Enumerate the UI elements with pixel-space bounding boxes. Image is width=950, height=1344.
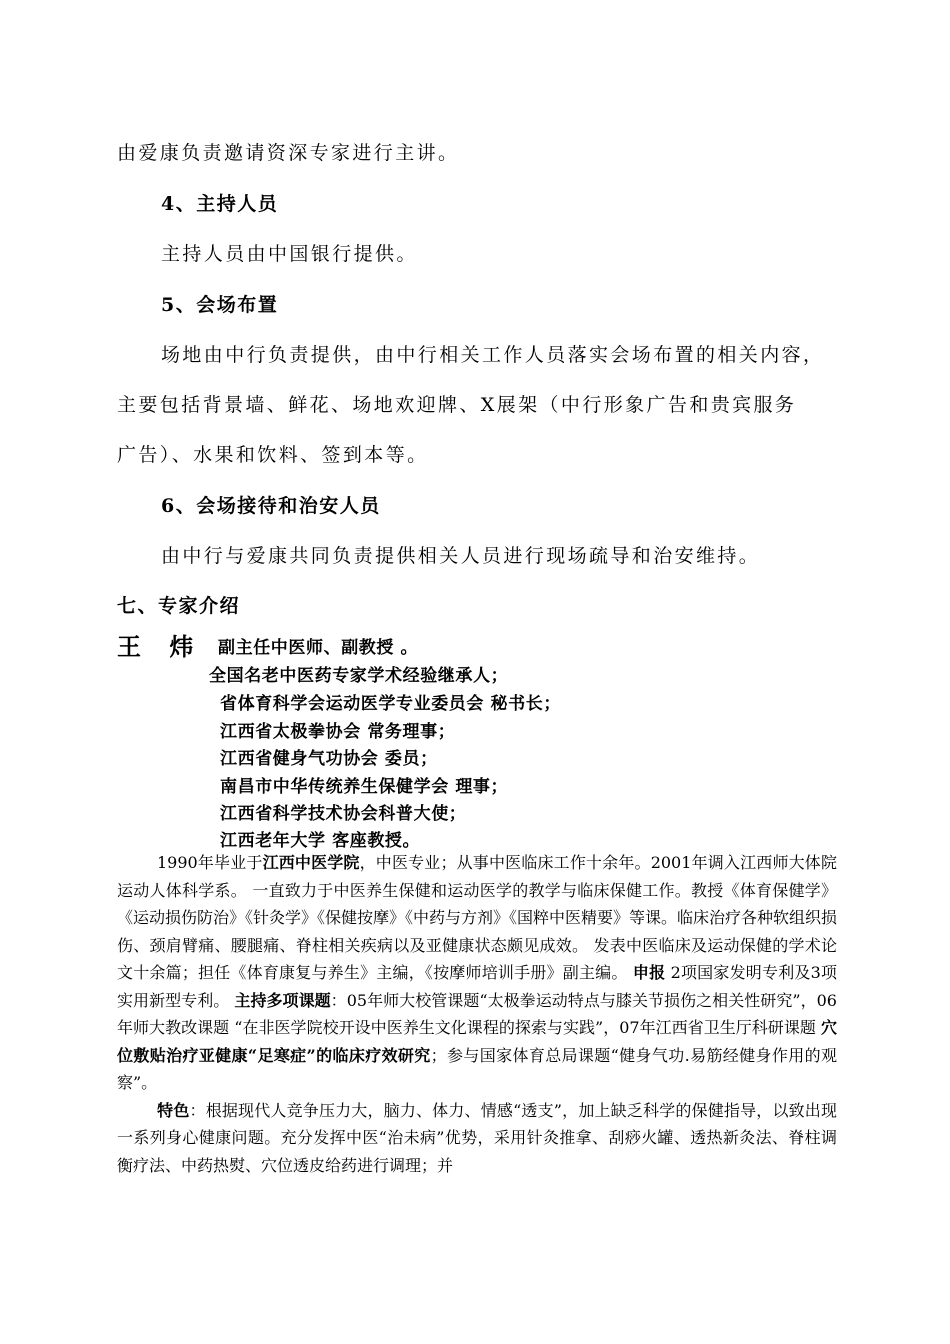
expert-title: 副主任中医师、副教授 。	[218, 638, 419, 658]
expert-title: 江西老年大学 客座教授。	[220, 831, 421, 851]
expert-title: 全国名老中医药专家学术经验继承人；	[209, 666, 509, 686]
host-text: 主持人员由中国银行提供。	[161, 243, 418, 265]
expert-title: 江西省科学技术协会科普大使；	[220, 804, 467, 824]
expert-bio	[117, 849, 837, 1179]
host-heading: 4、主持人员	[161, 193, 279, 215]
venue-heading: 5、会场布置	[161, 294, 279, 316]
expert-title: 省体育科学会运动医学专业委员会 秘书长；	[220, 694, 561, 714]
lead-line: 由爱康负责邀请资深专家进行主讲。	[117, 142, 460, 164]
bio-paragraph-1: 1990年毕业于江西中医学院，中医专业；从事中医临床工作十余年。2001年调入江西师大体院 运动人体科学系。 一直致力于中医养生保健和运动医学的教学与临床保健工作。教授《体育保健学》《运动损伤防治》《针灸学》《保健按摩》《中药与方剂》《国粹中医精要》等课。临床治疗各种软组织损伤、颈肩臂痛、腰腿痛、脊柱相关疾病以及亚健康状态颇见成效。 发表中医临床及运动保健的学术论文十余篇；担任《体育康复与养生》主编，《按摩师培训手册》副主编。 申报 2项国家发明专利及3项实用新型专利。 主持多项课题：05年师大校管课题“太极拳运动特点与膝关节损伤之相关性研究”，06年师大教改课题 “在非医学院校开设中医养生文化课程的探索与实践”，07年江西省卫生厅科研课题 穴位敷贴治疗亚健康“足寒症”的临床疗效研究；参与国家体育总局课题“健身气功.易筋经健身作用的观察”。	[117, 853, 838, 1092]
reception-heading: 6、会场接待和治安人员	[161, 495, 381, 517]
expert-title: 江西省太极拳协会 常务理事；	[220, 722, 456, 742]
expert-name: 王 炜	[117, 632, 204, 661]
venue-text-line-2: 主要包括背景墙、鲜花、场地欢迎牌、X展架（中行形象广告和贵宾服务	[117, 394, 797, 416]
expert-section-heading: 七、专家介绍	[117, 595, 241, 617]
expert-title: 江西省健身气功协会 委员；	[220, 749, 438, 769]
reception-text: 由中行与爱康共同负责提供相关人员进行现场疏导和治安维持。	[161, 545, 761, 567]
venue-text-line-1: 场地由中行负责提供，由中行相关工作人员落实会场布置的相关内容，	[161, 344, 825, 366]
bio-paragraph-2: 特色：根据现代人竞争压力大，脑力、体力、情感“透支”，加上缺乏科学的保健指导，以致出现一系列身心健康问题。充分发挥中医“治未病”优势，采用针灸推拿、刮痧火罐、透热新灸法、脊柱调衡疗法、中药热熨、穴位透皮给药进行调理；并	[117, 1100, 837, 1175]
expert-title: 南昌市中华传统养生保健学会 理事；	[220, 777, 509, 797]
venue-text-line-3: 广告）、水果和饮料、签到本等。	[117, 444, 429, 466]
